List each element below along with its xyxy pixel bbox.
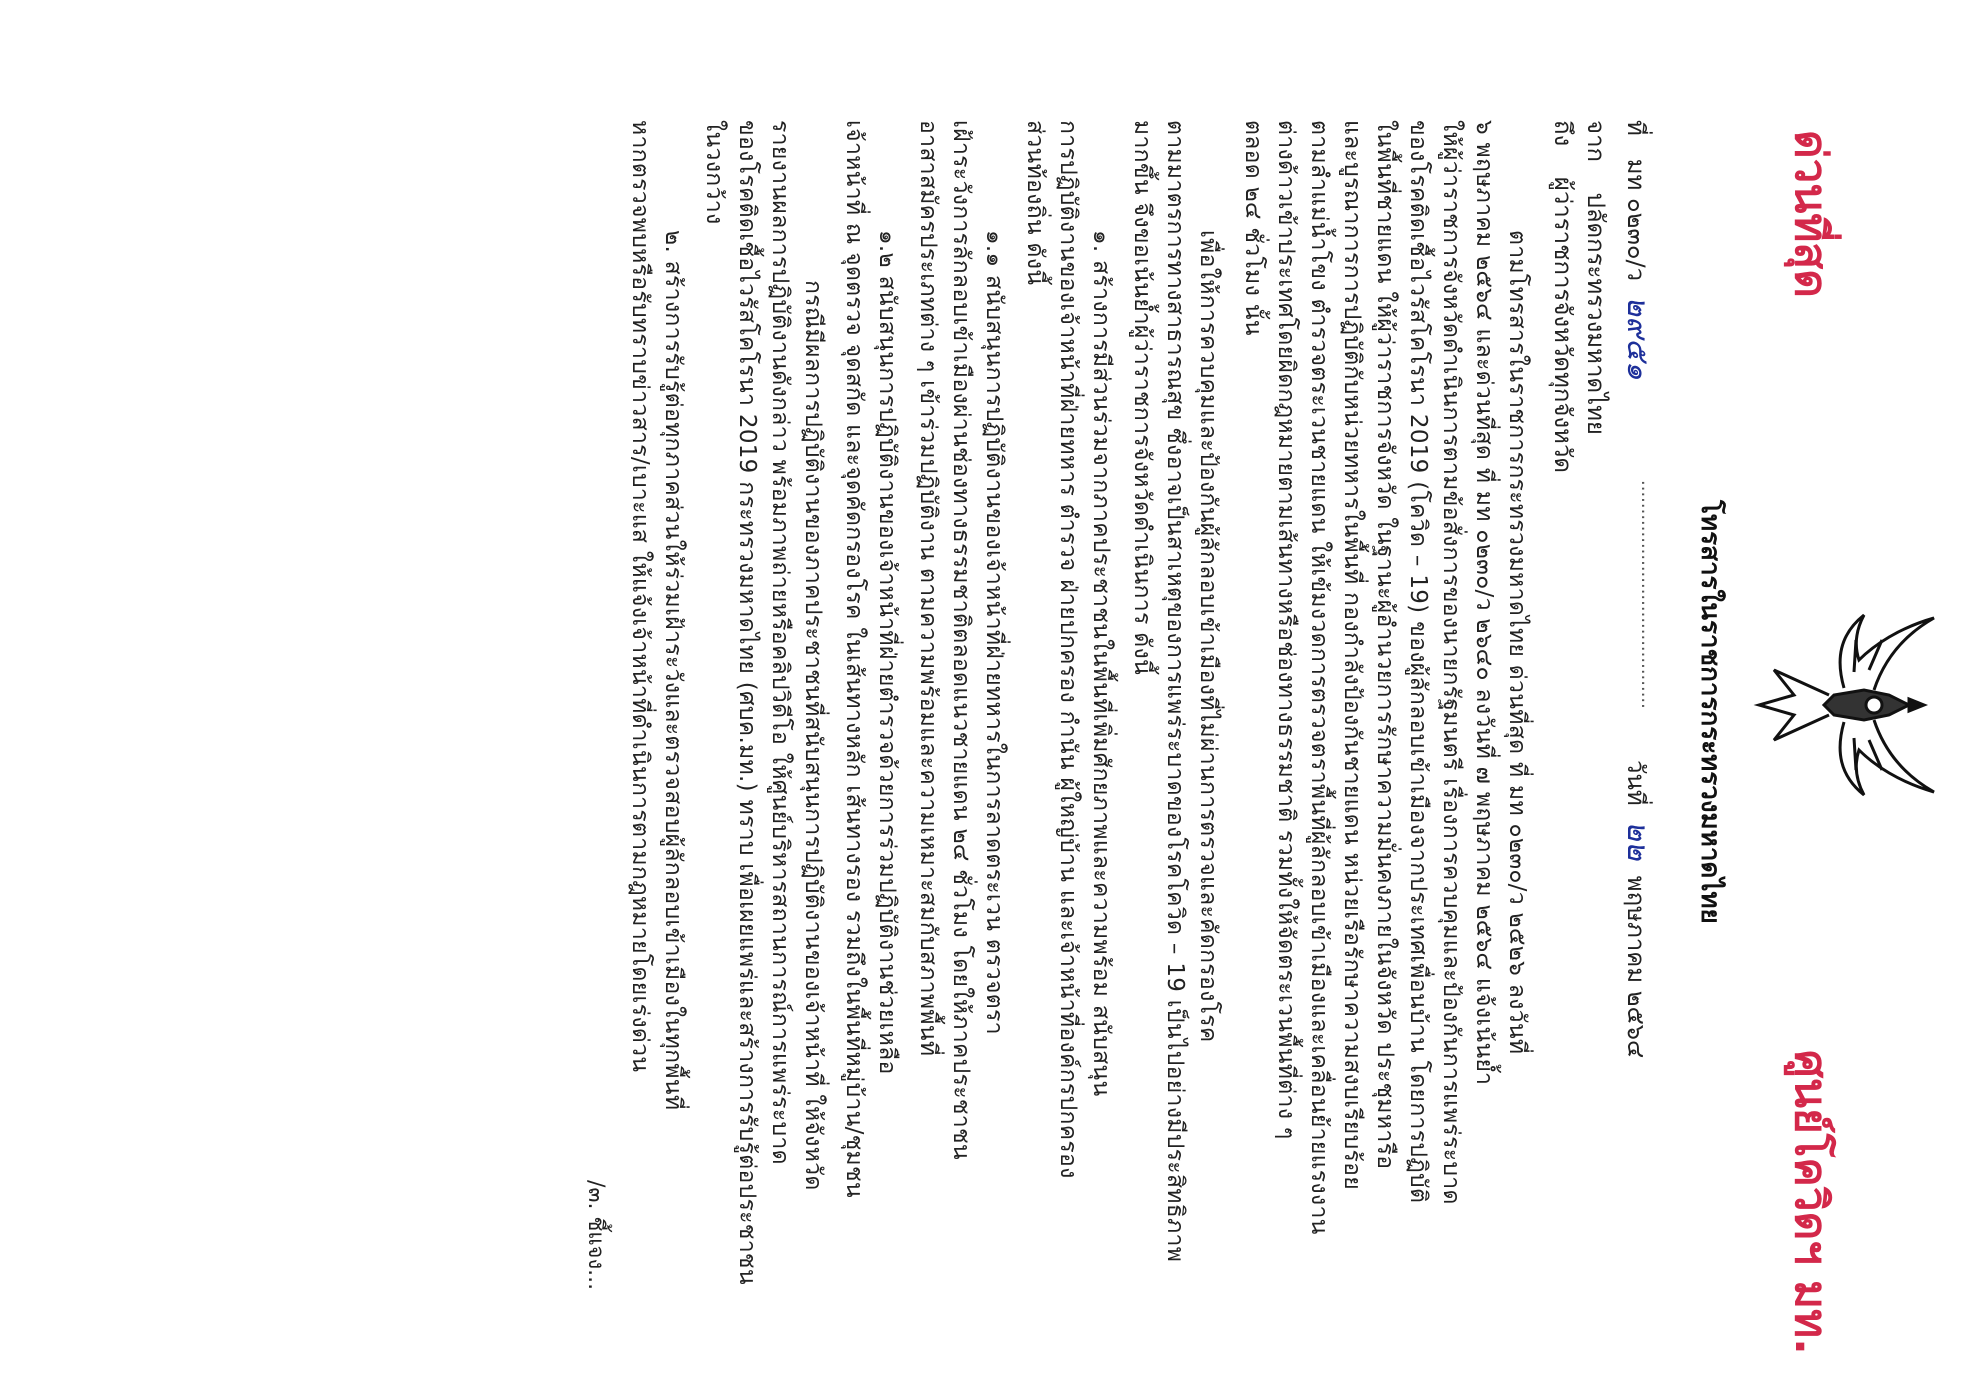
p7-line2: หากตรวจพบหรือรับทราบข่าวสาร/เบาะแส ให้แจ้งเจ้าหน้าที่ดำเนินการตามกฎหมายโดยเร่งด่วน (627, 120, 653, 1073)
p5-line2: เจ้าหน้าที่ ณ จุดตรวจ จุดสกัด และจุดคัดกรองโรค ในเส้นทางหลัก เส้นทางรอง รวมถึงในพื้นที่หมู่บ้าน/ชุมชน (841, 120, 867, 1198)
p3-line1: ๑. สร้างการมีส่วนร่วมจากภาคประชาชนในพื้นที่เพิ่มศักยภาพและความพร้อม สนับสนุน (1088, 230, 1114, 1097)
p3-line2: การปฏิบัติงานของเจ้าหน้าที่ฝ่ายทหาร ตำรวจ ฝ่ายปกครอง กำนัน ผู้ใหญ่บ้าน และเจ้าหน้าที่องค์กรปกครอง (1055, 120, 1081, 1179)
date-row (1614, 760, 1661, 1058)
urgent-label: ด่วนที่สุด (1785, 130, 1836, 298)
p2-line1: เพื่อให้การควบคุมและป้องกันผู้ลักลอบเข้าเมืองที่ไม่ผ่านการตรวจและคัดกรองโรค (1195, 230, 1221, 1043)
p4-line3: อาสาสมัครประเภทต่าง ๆ เข้าร่วมปฏิบัติงาน ตามความพร้อมและความเหมาะสมกับสภาพพื้นที่ (915, 120, 941, 1057)
to-label: ถึง (1549, 120, 1577, 147)
p6-line1: กรณีมีผลการปฏิบัติงานของภาคประชาชนที่สนับสนุนการปฏิบัติงานของเจ้าหน้าที่ ให้จังหวัด (800, 280, 826, 1191)
p4-line2: เฝ้าระวังการลักลอบเข้าเมืองผ่านช่องทางธรรมชาติตลอดแนวชายแดน ๒๔ ชั่วโมง โดยให้ภาคประชาชน (948, 120, 974, 1160)
from-label: จาก (1582, 120, 1610, 163)
p1-line4: ของโรคติดเชื้อไวรัสโคโรนา 2019 (โควิด – 19) ของผู้ลักลอบเข้าเมืองจากประเทศเพื่อนบ้าน โดยการปฏิบัติ (1405, 120, 1431, 1204)
doc-number-label: ที่ (1622, 120, 1650, 136)
date-month-year: พฤษภาคม ๒๕๖๔ (1622, 875, 1650, 1059)
p1-line3: ให้ผู้ว่าราชการจังหวัดดำเนินการตามข้อสั่งการของนายกรัฐมนตรี เรื่องการควบคุมและป้องกันการแพร่ระบาด (1438, 120, 1464, 1205)
p6-line4: ในวงกว้าง (701, 120, 727, 225)
doc-number-row (1614, 120, 1661, 380)
signature-dots: ........................................ (1637, 480, 1658, 709)
p1-line5: ในพื้นที่ชายแดน ให้ผู้ว่าราชการจังหวัด ในฐานะผู้อำนวยการรักษาความมั่นคงภายในจังหวัด ประชุมหารือ (1372, 120, 1398, 1170)
p5-line1: ๑.๒ สนับสนุนการปฏิบัติงานของเจ้าหน้าที่ฝ่ายตำรวจด้วยการร่วมปฏิบัติงานช่วยเหลือ (874, 230, 900, 1075)
memo-title: โทรสารในราชการกระทรวงมหาดไทย (1695, 500, 1725, 924)
p7-line1: ๒. สร้างการรับรู้ต่อทุกภาคส่วนให้ร่วมเฝ้าระวังและตรวจสอบผู้ลักลอบเข้าเมืองในทุกพื้นที่ (660, 230, 686, 1111)
p3-line3: ส่วนท้องถิ่น ดังนี้ (1022, 120, 1048, 286)
garuda-emblem-icon (1744, 600, 1944, 810)
p2-line3: มากขึ้น จึงขอเน้นย้ำผู้ว่าราชการจังหวัดดำเนินการ ดังนี้ (1129, 120, 1155, 676)
date-day-handwritten: ๒๒ (1620, 820, 1655, 861)
date-label: วันที่ (1622, 760, 1650, 806)
to-row (1544, 120, 1583, 473)
p4-line1: ๑.๑ สนับสนุนการปฏิบัติงานของเจ้าหน้าที่ฝ่ายทหารในการลาดตระเวน ตรวจตรา (981, 230, 1007, 1035)
p6-line3: ของโรคติดเชื้อไวรัสโคโรนา 2019 กระทรวงมหาดไทย (ศบค.มท.) ทราบ เพื่อเผยแพร่และสร้างการรับรู้ต่อประชาชน (734, 120, 760, 1285)
p6-line2: รายงานผลการปฏิบัติงานดังกล่าว พร้อมภาพถ่ายหรือคลิปวิดีโอ ให้ศูนย์บริหารสถานการณ์การแพร่ระบาด (767, 120, 793, 1165)
p1-line2: ๖ พฤษภาคม ๒๕๖๔ และด่วนที่สุด ที่ มท ๐๒๓๐/ว ๒๖๔๐ ลงวันที่ ๗ พฤษภาคม ๒๕๖๔ แจ้งเน้นย้ำ (1471, 120, 1497, 1086)
p1-line9: ตลอด ๒๔ ชั่วโมง นั้น (1240, 120, 1266, 336)
p1-line1: ตามโทรสารในราชการกระทรวงมหาดไทย ด่วนที่สุด ที่ มท ๐๒๓๐/ว ๒๕๒๖ ลงวันที่ (1504, 230, 1530, 1055)
doc-number-value: มท ๐๒๓๐/ว (1622, 158, 1650, 282)
covid-center-label: ศูนย์โควิดฯ มท. (1785, 1050, 1836, 1355)
continuation-note: /๓. ชี้แจง... (583, 1180, 608, 1291)
doc-number-handwritten: ๒๙๕๑ (1620, 296, 1655, 380)
from-value: ปลัดกระทรวงมหาดไทย (1582, 192, 1610, 435)
p1-line8: ต่างด้าวเข้าประเทศโดยผิดกฎหมายตามเส้นทางหรือช่องทางธรรมชาติ รวมทั้งให้จัดตระเวนพื้นที่ต่าง ๆ (1273, 120, 1299, 1140)
to-value: ผู้ว่าราชการจังหวัดทุกจังหวัด (1549, 176, 1577, 474)
p2-line2: ตามมาตรการทางสาธารณสุข ซึ่งอาจเป็นสาเหตุของการแพร่ระบาดของโรคโควิด – 19 เป็นไปอย่างมีประสิทธิภาพ (1162, 120, 1188, 1263)
p1-line6: และบูรณาการการปฏิบัติกับหน่วยทหารในพื้นที่ กองกำลังป้องกันชายแดน หน่วยเรือรักษาความสงบเรียบร้อย (1339, 120, 1365, 1191)
p1-line7: ตามลำแม่น้ำโขง ตำรวจตระเวนชายแดน ให้เข้มงวดการตรวจตราพื้นที่ผู้ลักลอบเข้าเมืองและเคลื่อนย้ายแรงงาน (1306, 120, 1332, 1235)
